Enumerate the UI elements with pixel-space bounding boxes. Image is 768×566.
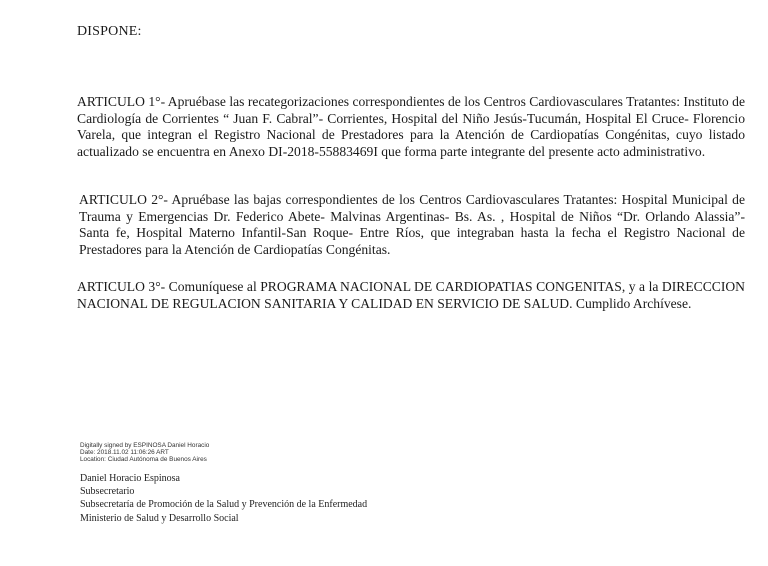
article-3: ARTICULO 3°- Comuníquese al PROGRAMA NACIONAL DE CARDIOPATIAS CONGENITAS, y a la DIRECCCION NACIONAL DE REGULACION SANITARIA Y CALIDAD EN SERVICIO DE SALUD. Cumplido Archívese. [77,279,745,311]
article-2: ARTICULO 2°- Apruébase las bajas correspondientes de los Centros Cardiovasculares Tratantes: Hospital Municipal de Trauma y Emergencias Dr. Federico Abete- Malvinas Argentinas- Bs. As. , Hospital de Niños “Dr. Orlando Alassia”- Santa fe, Hospital Materno Infantil-San Roque- Entre Ríos, que integraban hasta la fecha el Registro Nacional de Prestadores para la Atención de Cardiopatías Congénitas. [79,192,745,257]
signature-signed-by: Digitally signed by ESPINOSA Daniel Horacio [80,442,210,449]
dispone-heading: DISPONE: [77,24,142,39]
digital-signature-block [80,442,209,464]
signature-location: Location: Ciudad Autónoma de Buenos Aires [80,456,207,464]
official-name: Daniel Horacio Espinosa [80,473,180,484]
signature-date: Date: 2018.11.02 11:06:26 ART [80,449,169,457]
article-1: ARTICULO 1°- Apruébase las recategorizaciones correspondientes de los Centros Cardiovasculares Tratantes: Instituto de Cardiología de Corrientes “ Juan F. Cabral”- Corrientes, Hospital del Niño Jesús-Tucumán, Hospital El Cruce- Florencio Varela, que integran el Registro Nacional de Prestadores para la Atención de Cardiopatías Congénitas, cuyo listado actualizado se encuentra en Anexo DI-2018-55883469I que forma parte integrante del presente acto administrativo. [77,94,745,159]
official-signatory [80,472,367,525]
official-ministry: Ministerio de Salud y Desarrollo Social [80,512,239,524]
official-title: Subsecretario [80,486,135,498]
official-department: Subsecretaría de Promoción de la Salud y Prevención de la Enfermedad [80,499,368,511]
